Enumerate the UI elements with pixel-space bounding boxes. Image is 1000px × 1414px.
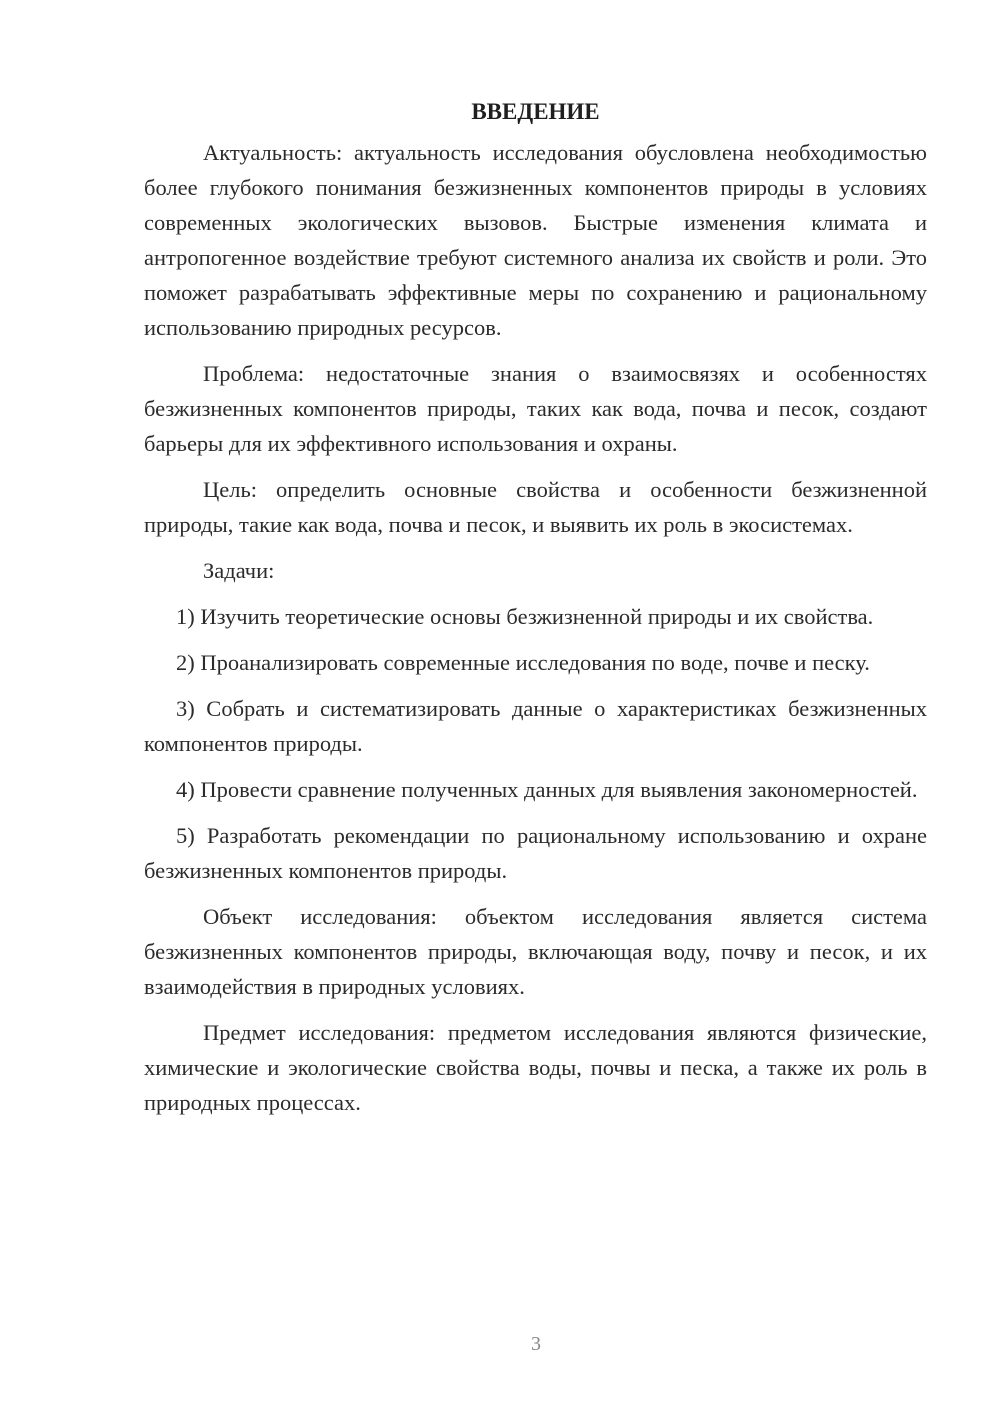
task-item-1: 1) Изучить теоретические основы безжизненной природы и их свойства. — [176, 604, 874, 629]
document-page — [144, 95, 927, 1131]
page-number: 3 — [531, 1333, 541, 1355]
task-item-2: 2) Проанализировать современные исследования по воде, почве и песку. — [176, 650, 870, 675]
task-item-4: 4) Провести сравнение полученных данных для выявления закономерностей. — [176, 777, 918, 802]
problem-paragraph: Проблема: недостаточные знания о взаимосвязях и особенностях безжизненных компонентов природы, таких как вода, почва и песок, создают барьеры для их эффективного использования и охраны. — [144, 361, 927, 456]
subject-paragraph: Предмет исследования: предметом исследования являются физические, химические и экологические свойства воды, почвы и песка, а также их роль в природных процессах. — [144, 1020, 927, 1115]
object-paragraph: Объект исследования: объектом исследования является система безжизненных компонентов природы, включающая воду, почву и песок, и их взаимодействия в природных условиях. — [144, 904, 927, 999]
tasks-heading: Задачи: — [203, 558, 275, 583]
task-item-3: 3) Собрать и систематизировать данные о характеристиках безжизненных компонентов природы. — [144, 696, 927, 756]
goal-paragraph: Цель: определить основные свойства и особенности безжизненной природы, такие как вода, почва и песок, и выявить их роль в экосистемах. — [144, 477, 927, 537]
task-item-5: 5) Разработать рекомендации по рациональному использованию и охране безжизненных компонентов природы. — [144, 823, 927, 883]
page-title: ВВЕДЕНИЕ — [471, 99, 600, 124]
relevance-paragraph: Актуальность: актуальность исследования обусловлена необходимостью более глубокого понимания безжизненных компонентов природы в условиях современных экологических вызовов. Быстрые изменения климата и антропогенное воздействие требуют системного анализа их свойств и роли. Это поможет разрабатывать эффективные меры по сохранению и рациональному использованию природных ресурсов. — [144, 140, 927, 340]
